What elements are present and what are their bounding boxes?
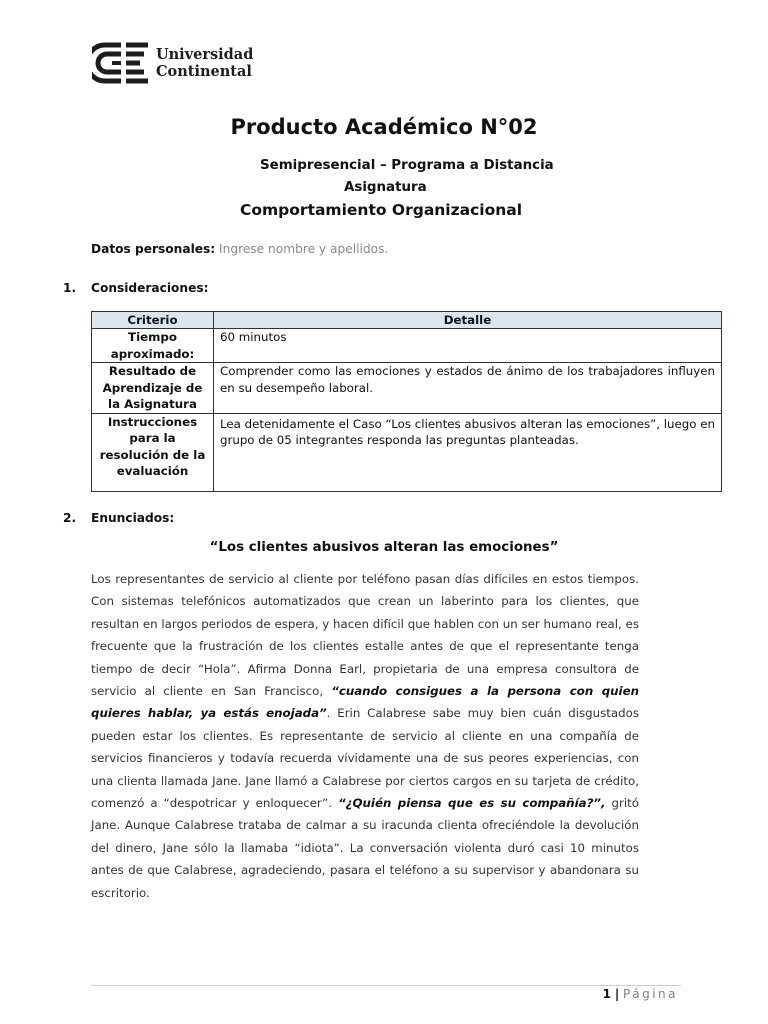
table-header-detalle: Detalle — [214, 312, 722, 329]
table-row — [92, 413, 722, 491]
table-cell-detalle: Comprender como las emociones y estados de ánimo de los trabajadores influyen en su desempeño laboral. — [214, 363, 722, 414]
subtitle-modality: Semipresencial – Programa a Distancia — [260, 158, 554, 173]
case-paragraph — [91, 568, 639, 904]
logo-line2: Continental — [156, 63, 252, 80]
table-row — [92, 329, 722, 363]
table-cell-criterio: Instrucciones para la resolución de la evaluación — [92, 413, 214, 491]
table-cell-detalle: Lea detenidamente el Caso “Los clientes abusivos alteran las emociones”, luego en grupo de 05 integrantes responda las preguntas planteadas. — [214, 413, 722, 491]
subtitle-label: Asignatura — [344, 180, 427, 195]
personal-data — [91, 242, 388, 256]
table-cell-criterio: Tiempo aproximado: — [92, 329, 214, 363]
section-title: Enunciados: — [91, 511, 175, 525]
footer-divider — [91, 985, 681, 986]
table-cell-detalle: 60 minutos — [214, 329, 722, 363]
case-text-part2: . Erin Calabrese sabe muy bien cuán disgustados pueden estar los clientes. Es representante de servicio al cliente en una compañía de servicios financieros y todavía recuerda vívidamente una de sus peores experiencias, con una clienta llamada Jane. Jane llamó a Calabrese por ciertos cargos en su tarjeta de crédito, comenzó a “despotricar y enloquecer”. — [91, 706, 639, 811]
logo-line1: Universidad — [156, 46, 254, 63]
document-title: Producto Académico N°02 — [230, 115, 538, 139]
personal-data-label: Datos personales: — [91, 242, 216, 256]
page-footer — [603, 987, 678, 1001]
case-text-part3: gritó Jane. Aunque Calabrese trataba de calmar a su iracunda clienta ofreciéndole la devolución del dinero, Jane sólo la llamaba “idiota”. La conversación violenta duró casi 10 minutos antes de que Calabrese, agradeciendo, pasara el teléfono a su supervisor y abandonara su escritorio. — [91, 796, 639, 900]
section-number: 1. — [63, 281, 77, 295]
personal-data-input[interactable]: Ingrese nombre y apellidos. — [219, 242, 389, 256]
table-row — [92, 363, 722, 414]
logo-text — [156, 46, 253, 80]
criteria-table — [91, 311, 722, 492]
table-cell-criterio: Resultado de Aprendizaje de la Asignatura — [92, 363, 214, 414]
page-number: 1 — [602, 987, 611, 1001]
case-text-part1: Los representantes de servicio al cliente por teléfono pasan días difíciles en estos tiempos. Con sistemas telefónicos automatizados que crean un laberinto para los clientes, que resultan en largos periodos de espera, y hacen difícil que hablen con un ser humano real, es frecuente que la frustración de los clientes estalle antes de que el representante tenga tiempo de decir “Hola”. Afirma Donna Earl, propietaria de una empresa consultora de servicio al cliente en San Francisco, — [91, 572, 639, 699]
section-heading-1 — [63, 281, 209, 295]
case-quote-2: “¿Quién piensa que es su compañía?”, — [338, 796, 606, 811]
page-separator: | — [614, 987, 620, 1001]
table-header-row — [92, 312, 722, 329]
case-title: “Los clientes abusivos alteran las emociones” — [209, 540, 559, 555]
section-title: Consideraciones: — [91, 281, 209, 295]
table-header-criterio: Criterio — [92, 312, 214, 329]
subtitle-course: Comportamiento Organizacional — [240, 201, 523, 219]
logo-mark-icon — [92, 42, 150, 84]
section-heading-2 — [63, 511, 174, 525]
university-logo — [92, 42, 253, 84]
page-word: Página — [623, 987, 678, 1001]
case-quote-1: “cuando consigues a la persona con quien quieres hablar, ya estás enojada” — [91, 684, 639, 721]
section-number: 2. — [63, 511, 77, 525]
